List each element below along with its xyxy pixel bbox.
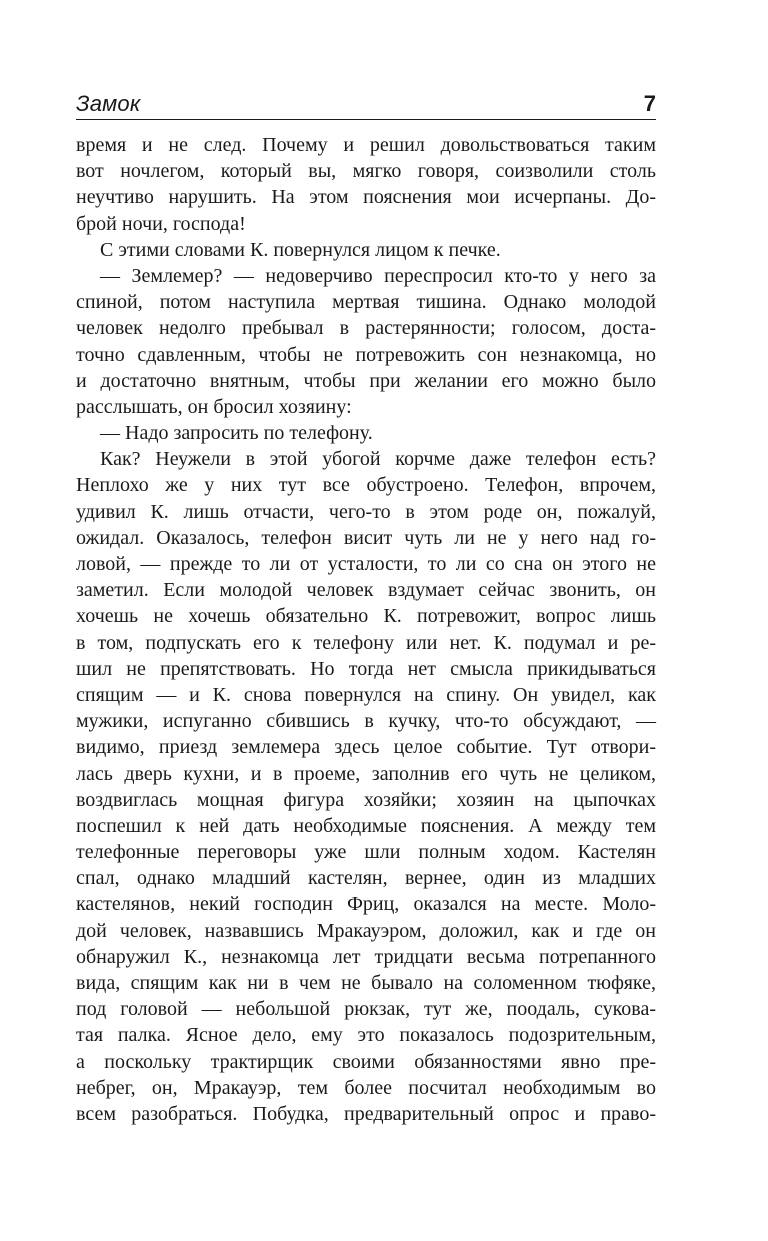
text-line: поспешил к ней дать необходимые пояснения. А между тем — [76, 814, 656, 837]
text-line: лась дверь кухни, и в проеме, заполнив его чуть не целиком, — [76, 762, 656, 785]
text-line: а поскольку трактирщик своими обязанностями явно пре- — [76, 1050, 656, 1073]
text-line: тая палка. Ясное дело, ему это показалось подозрительным, — [76, 1024, 656, 1047]
text-line: вот ночлегом, который вы, мягко говоря, соизволили столь — [76, 160, 656, 183]
text-line: неучтиво нарушить. На этом пояснения мои исчерпаны. До- — [76, 186, 656, 209]
text-line: С этими словами К. повернулся лицом к печке. — [100, 238, 501, 261]
text-line: телефонные переговоры уже шли полным ходом. Кастелян — [76, 841, 656, 864]
text-line: — Надо запросить по телефону. — [100, 422, 373, 445]
text-line: расслышать, он бросил хозяину: — [76, 395, 352, 418]
text-line: удивил К. лишь отчасти, чего-то в этом роде он, пожалуй, — [76, 500, 656, 523]
text-line: ожидал. Оказалось, телефон висит чуть ли не у него над го- — [76, 526, 656, 549]
text-line: под головой — небольшой рюкзак, тут же, поодаль, сукова- — [76, 998, 656, 1021]
text-line: небрег, он, Мракауэр, тем более посчитал необходимым во — [76, 1076, 656, 1099]
text-line: в том, подпускать его к телефону или нет. К. подумал и ре- — [76, 631, 656, 654]
text-line: — Землемер? — недоверчиво переспросил кто-то у него за — [100, 264, 656, 287]
text-line: видимо, приезд землемера здесь целое событие. Тут отвори- — [76, 736, 656, 759]
page-text — [76, 132, 656, 1127]
book-page — [76, 84, 656, 1127]
text-line: мужики, испуганно сбившись в кучку, что-то обсуждают, — — [76, 710, 656, 733]
text-line: воздвиглась мощная фигура хозяйки; хозяин на цыпочках — [76, 788, 656, 811]
text-line: кастелянов, некий господин Фриц, оказался на месте. Моло- — [76, 893, 656, 916]
text-line: Неплохо же у них тут все обустроено. Телефон, впрочем, — [76, 474, 656, 497]
text-line: брой ночи, господа! — [76, 212, 246, 235]
text-line: спиной, потом наступила мертвая тишина. Однако молодой — [76, 291, 656, 314]
text-line: спал, однако младший кастелян, вернее, один из младших — [76, 867, 656, 890]
text-line: ловой, — прежде то ли от усталости, то ли со сна он этого не — [76, 553, 656, 575]
text-line: всем разобраться. Побудка, предварительный опрос и право- — [76, 1102, 656, 1125]
text-line: дой человек, назвавшись Мракауэром, доложил, как и где он — [76, 919, 656, 942]
running-title: Замок — [76, 91, 141, 116]
text-line: человек недолго пребывал в растерянности; голосом, доста- — [76, 317, 656, 340]
text-line: Как? Неужели в этой убогой корчме даже телефон есть? — [100, 448, 656, 471]
text-line: и достаточно внятным, чтобы при желании его можно было — [76, 369, 656, 392]
text-line: спящим — и К. снова повернулся на спину. Он увидел, как — [76, 683, 656, 706]
running-header — [76, 84, 656, 120]
text-line: хочешь не хочешь обязательно К. потревожит, вопрос лишь — [76, 605, 656, 628]
text-line: вида, спящим как ни в чем не бывало на соломенном тюфяке, — [76, 972, 656, 994]
text-line: обнаружил К., незнакомца лет тридцати весьма потрепанного — [76, 945, 656, 968]
text-line: заметил. Если молодой человек вздумает сейчас звонить, он — [76, 579, 656, 602]
text-line: время и не след. Почему и решил довольствоваться таким — [76, 134, 656, 156]
text-line: шил не препятствовать. Но тогда нет смысла прикидываться — [76, 657, 656, 680]
text-line: точно сдавленным, чтобы не потревожить сон незнакомца, но — [76, 343, 656, 366]
page-number: 7 — [643, 91, 656, 116]
